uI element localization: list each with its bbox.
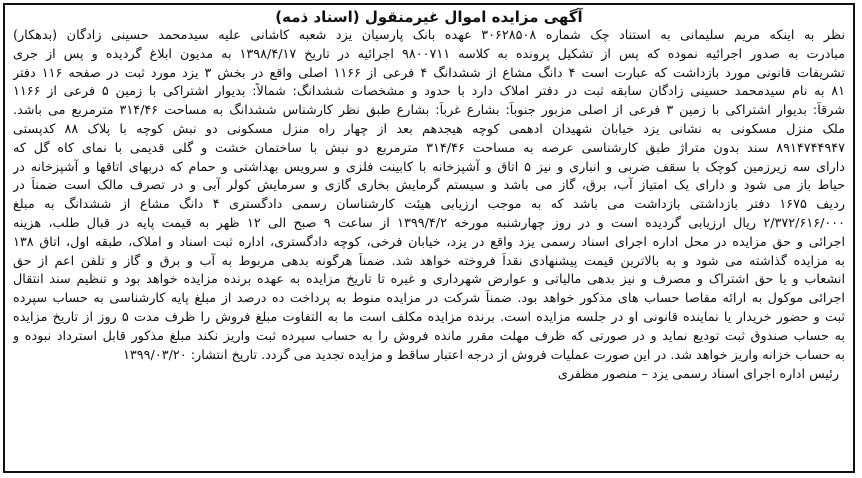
notice-line: مبادرت به صدور اجرائیه نموده که پس از تشکیل پرونده به کلاسه ۹۸۰۰۷۱۱ اجرائیه در تاریخ ۱۳۹۸/۴/۱۷ به مدیون ابلاغ گردیده و پس از جری [13,46,845,62]
notice-line: ۲/۳۷۲/۶۱۶/۰۰۰ ریال ارزیابی گردیده است و در روز چهارشنبه مورخه ۱۳۹۹/۴/۲ از ساعت ۹ صبح الی ۱۲ ظهر به قیمت پایه در قبال طلب، هزینه [13,215,845,231]
notice-title: آگهی مزایده اموال غیرمنقول (اسناد ذمه) [275,8,583,26]
notice-line: ملک منزل مسکونی به نشانی یزد خیابان شهیدان ادهمی کوچه هیجدهم بعد از چهار راه منزل مسکونی دو نبش کوچه با پلاک ۸۸ کدپستی [13,121,845,137]
notice-line: نظر به اینکه مریم سلیمانی به استناد چک شماره ۳۰۶۲۸۵۰۸ عهده بانک پارسیان یزد شعبه کاشانی علیه سیدمحمد حسینی زادگان (بدهکار) [13,28,845,43]
notice-line: دارای سه زیرزمین کوچک با سقف ضربی و انباری و نیز ۵ اتاق و آشپزخانه با کابینت فلزی و سرویس بهداشتی و حمام که دربهای اتاقها و آشپزخانه در [13,159,845,175]
notice-body [13,27,845,365]
notice-line: ۸۹۱۴۷۴۴۹۴۷ سند بدون متراژ طبق کارشناسی عرصه به مساحت ۳۱۴/۴۶ مترمربع دو نبش با ساختمان خشت و گلی قدیمی با نمای کاه گل که [13,140,845,156]
notice-line: اجرائی موکول به ارائه مفاصا حساب های مذکور خواهد بود. ضمناً شرکت در مزایده منوط به پرداخت ده درصد از مبلغ پایه کارشناسی به حساب سپرده [13,291,845,307]
notice-line: انشعاب و یا حق اشتراک و مصرف و نیز بدهی مالیاتی و عوارض شهرداری و غیره تا تاریخ مزایده به عهده برنده مزایده خواهد بود و تنظیم سند انتقال [13,272,845,288]
notice-line: ردیف ۱۶۷۵ دفتر بازداشتی بازداشت می باشد که به موجب ارزیابی هیئت کارشناسان رسمی دادگستری ۴ دانگ مشاع از ششدانگ به مبلغ [13,197,845,213]
notice-line: به حساب خزانه واریز خواهد شد. در این صورت عملیات فروش از درجه اعتبار ساقط و مزایده تجدید می گردد. تاریخ انتشار: ۱۳۹۹/۰۳/۲۰ [123,347,845,363]
notice-line: ۸۱ به نام سیدمحمد حسینی زادگان سابقه ثبت در دفتر املاک دارد با حدود و مشخصات ششدانگ: شمالاً: بدیوار اشتراکی با زمین ۵ فرعی از ۱۱۶۶ [13,84,845,100]
notice-frame [3,3,855,473]
notice-line: شرقاً: بدیوار اشتراکی با زمین ۳ فرعی از اصلی مزبور جنوباً: بشارع غرباً: بشارع طبق نظر کارشناس ششدانگ به مساحت ۳۱۴/۴۶ مترمربع می باشد. [13,103,845,119]
notice-line: به مزایده گذاشته می شود و به بالاترین قیمت پیشنهادی نقداً فروخته خواهد شد. ضمناً هرگونه بدهی مربوط به آب و برق و گاز و تلفن اعم از حق [13,253,845,269]
notice-line: تشریفات قانونی مورد بازداشت که عبارت است ۴ دانگ مشاع از ششدانگ ۴ فرعی از ۱۱۶۶ اصلی واقع در بخش ۳ یزد مورد ثبت در صفحه ۱۱۶ دفتر [13,65,845,81]
notice-line: ثبت و حضور خریدار یا نماینده قانونی او در جلسه مزایده است. برنده مزایده مکلف است ما به التفاوت مبلغ فروش را ظرف مدت ۵ روز از تاریخ مزایده [13,309,845,325]
notice-line: اجرائی و حق مزایده در محل اداره اجرای اسناد رسمی یزد واقع در یزد، خیابان فرخی، کوچه دادگستری، اداره ثبت اسناد و املاک، طبقه اول، اتاق ۱۳۸ [13,234,845,250]
notice-line: به حساب صندوق ثبت تودیع نماید و در صورتی که ظرف مهلت مقرر مانده فروش را به حساب سپرده ثبت واریز نکند مبلغ مذکور قابل استرداد نبوده و [13,328,845,344]
notice-signature: رئیس اداره اجرای اسناد رسمی یزد – منصور مظفری [557,367,839,383]
notice-line: حیاط باز می شود و دارای یک امتیاز آب، برق، گاز می باشد و سیستم گرمایش بخاری گازی و سرمایش کولر آبی و در تصرف مالک است ضمناً در [13,178,845,194]
